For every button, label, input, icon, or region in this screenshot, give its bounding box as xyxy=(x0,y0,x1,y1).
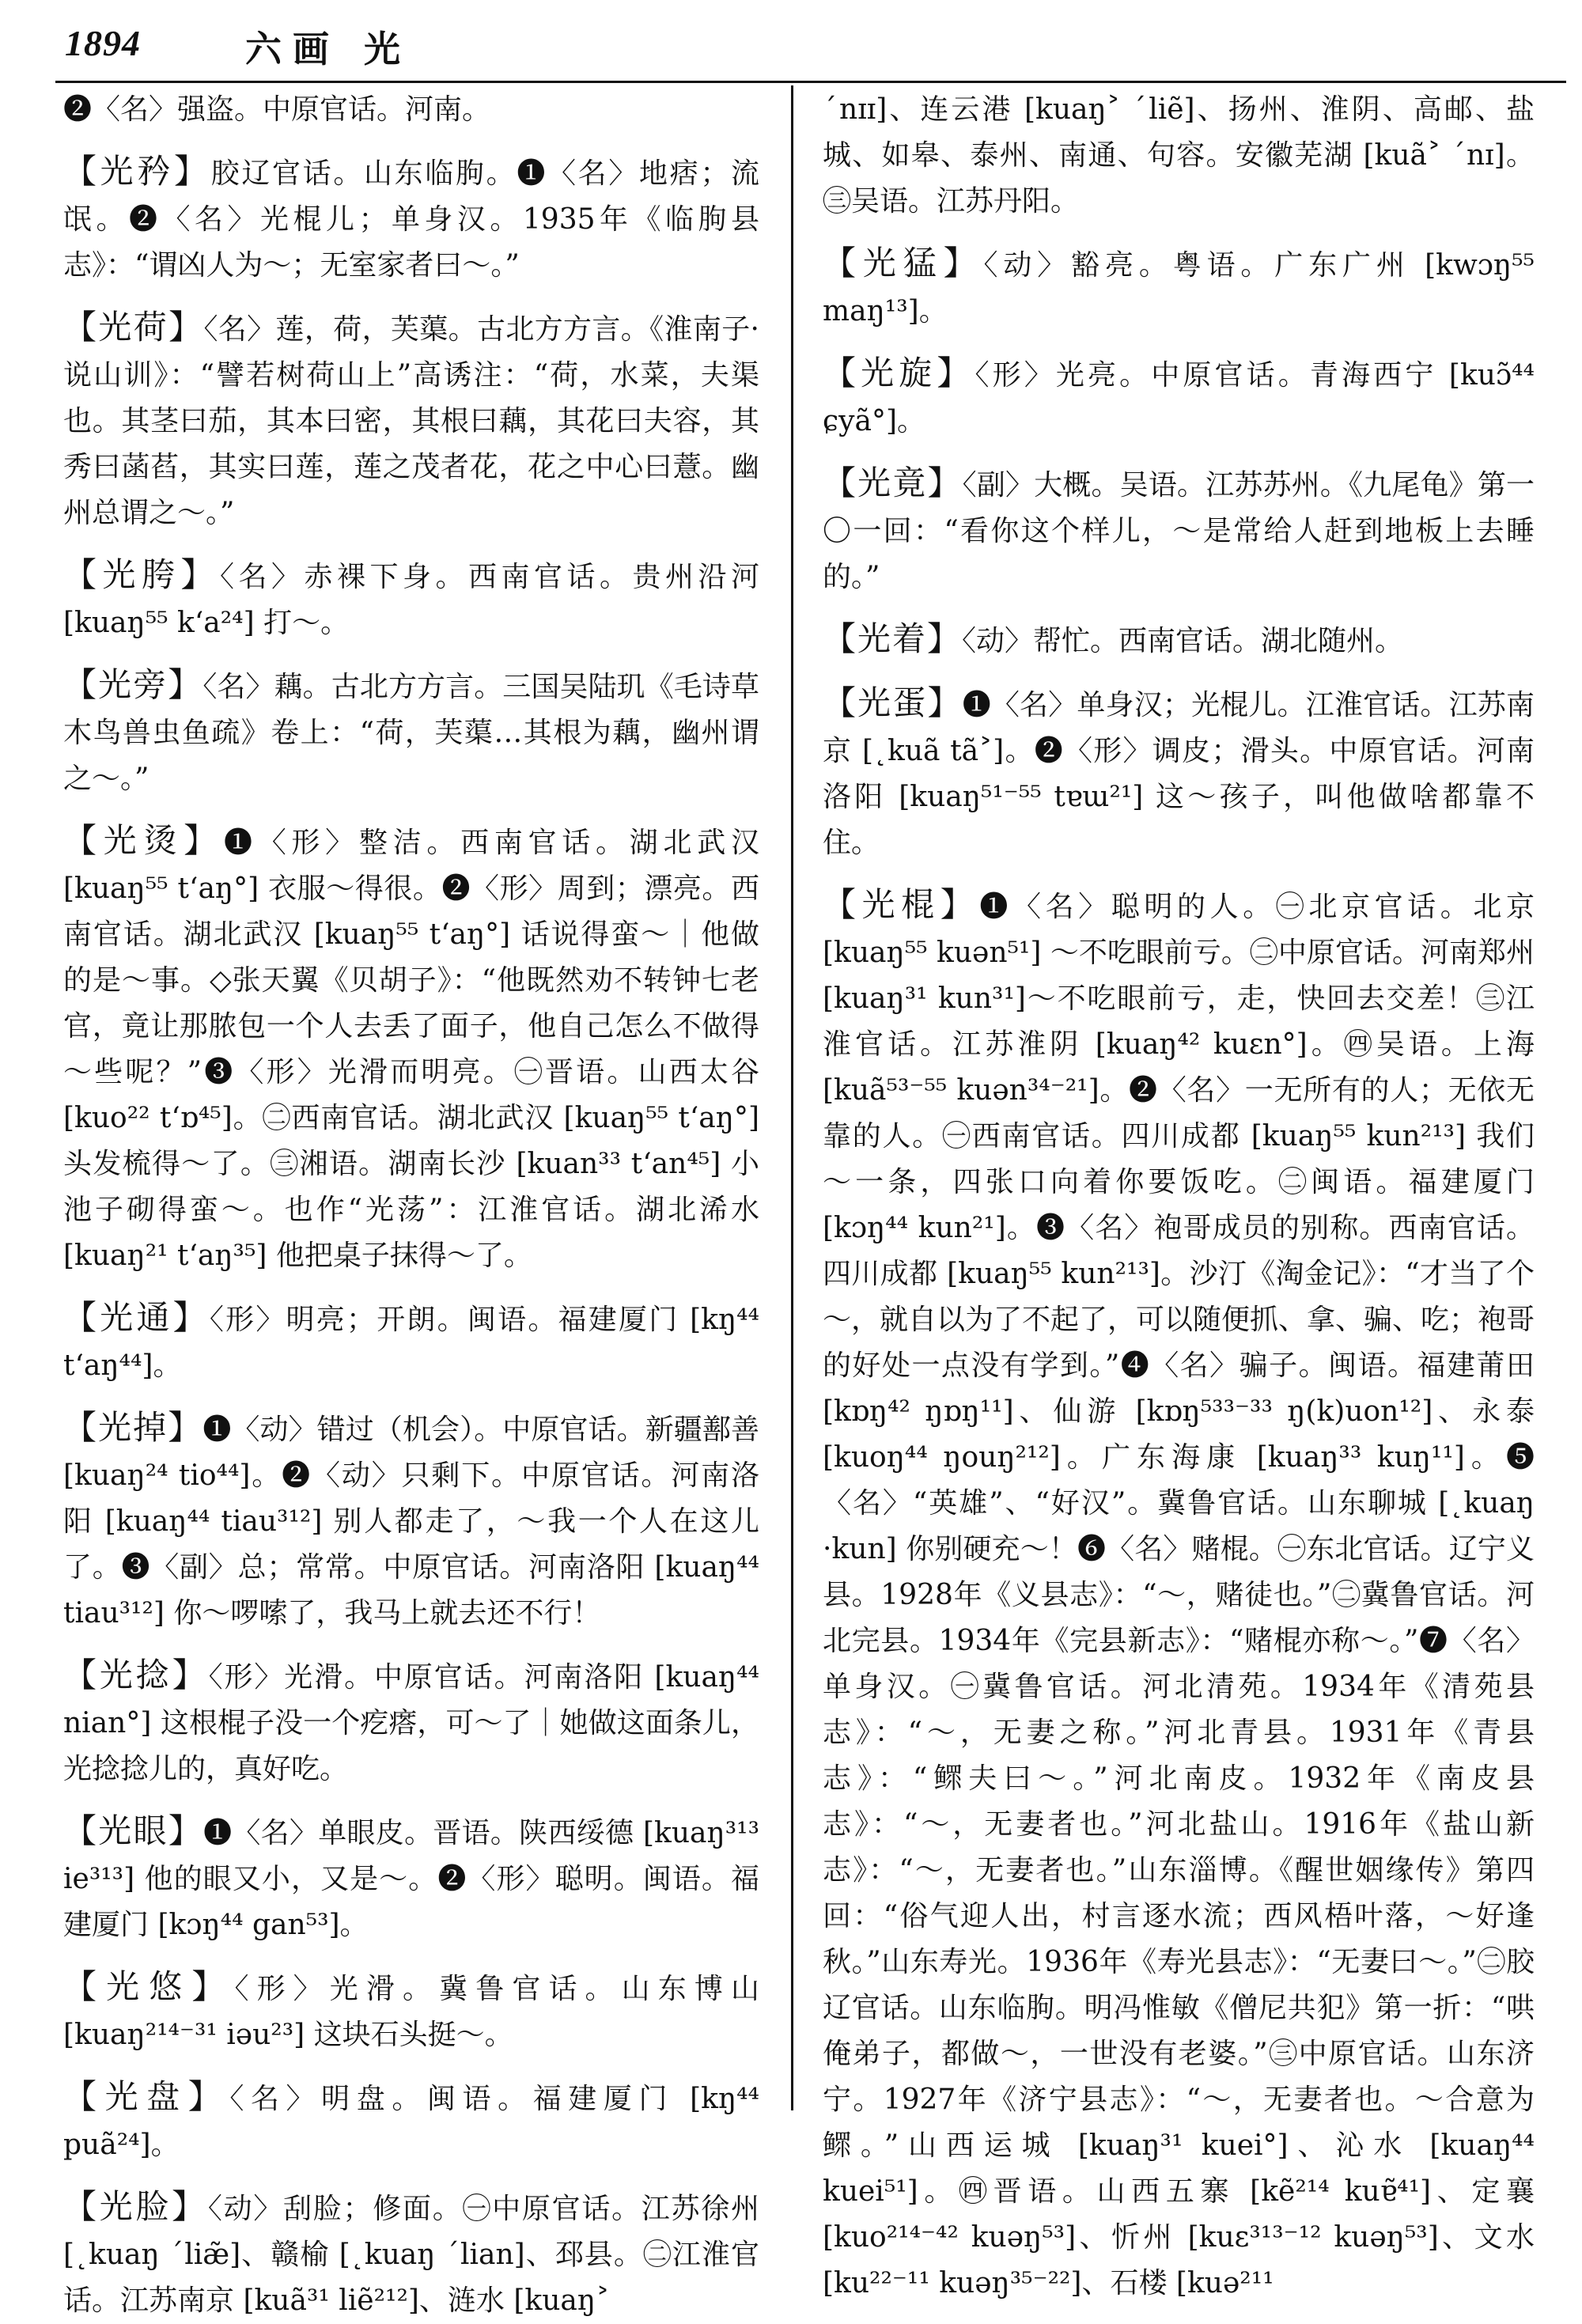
dictionary-entry xyxy=(823,350,1535,445)
continuation-text: ❷〈名〉强盗。中原官话。河南。 xyxy=(63,93,491,126)
dictionary-entry xyxy=(63,149,759,289)
entry-definition: ❶〈名〉聪明的人。㊀北京官话。北京 [kuaŋ⁵⁵ kuən⁵¹] ～不吃眼前亏。㊁中原官话。河南郑州 [kuaŋ³¹ kun³¹]～不吃眼前亏，走，快回去交差！㊂江淮官话。江苏淮阴 [kuaŋ⁴² kuɛn°]。㊃吴语。上海 [kuã⁵³⁻⁵⁵ kuən³⁴⁻²¹]。❷〈名〉一无所有的人；无依无靠的人。㊀西南官话。四川成都 [kuaŋ⁵⁵ kun²¹³] 我们～一条，四张口向着你要饭吃。㊁闽语。福建厦门 [kɔŋ⁴⁴ kun²¹]。❸〈名〉袍哥成员的别称。西南官话。四川成都 [kuaŋ⁵⁵ kun²¹³]。沙汀《淘金记》：“才当了个～，就自以为了不起了，可以随便抓、拿、骗、吃；袍哥的好处一点没有学到。”❹〈名〉骗子。闽语。福建莆田 [kɒŋ⁴² ŋɒŋ¹¹]、仙游 [kɒŋ⁵³³⁻³³ ŋ(k)uon¹²]、永泰 [kuoŋ⁴⁴ ŋouŋ²¹²]。广东海康 [kuaŋ³³ kuŋ¹¹]。❺〈名〉“英雄”、“好汉”。冀鲁官话。山东聊城 [˛kuaŋ ·kun] 你别硬充～！❻〈名〉赌棍。㊀东北官话。辽宁义县。1928年《义县志》：“～，赌徒也。”㊁冀鲁官话。河北完县。1934年《完县新志》：“赌棍亦称～。”❼〈名〉单身汉。㊀冀鲁官话。河北清苑。1934年《清苑县志》：“～，无妻之称。”河北青县。1931年《青县志》：“鳏夫曰～。”河北南皮。1932年《南皮县志》：“～，无妻者也。”河北盐山。1916年《盐山新志》：“～，无妻者也。”山东淄博。《醒世姻缘传》第四回：“俗气迎人出，村言逐水流；西风梧叶落，～好逢秋。”山东寿光。1936年《寿光县志》：“无妻曰～。”㊁胶辽官话。山东临朐。明冯惟敏《僧尼共犯》第一折：“哄俺弟子，都做～，一世没有老婆。”㊂中原官话。山东济宁。1927年《济宁县志》：“～，无妻者也。～合意为鳏。”山西运城 [kuaŋ³¹ kuei°]、沁水 [kuaŋ⁴⁴ kuei⁵¹]。㊃晋语。山西五寨 [kẽ²¹⁴ kuɐ̃⁴¹]、定襄 [kuo²¹⁴⁻⁴² kuəŋ⁵³]、忻州 [kuɛ³¹³⁻¹² kuəŋ⁵³]、文水 [ku²²⁻¹¹ kuəŋ³⁵⁻²²]、石楼 [kuə²¹¹ xyxy=(823,891,1535,2299)
dictionary-entry xyxy=(63,818,759,1279)
dictionary-entry xyxy=(63,1808,759,1948)
entry-definition: 〈形〉明亮；开朗。闽语。福建厦门 [kŋ⁴⁴ t‘aŋ⁴⁴]。 xyxy=(63,1304,759,1382)
entry-headword: 【光脸】 xyxy=(63,2187,208,2226)
entry-headword: 【光胯】 xyxy=(63,555,220,594)
dictionary-entry xyxy=(63,1295,759,1389)
entry-definition: 〈动〉帮忙。西南官话。湖北随州。 xyxy=(962,625,1404,657)
dictionary-entry xyxy=(823,882,1535,2307)
entry-headword: 【光蛋】 xyxy=(823,683,963,722)
dictionary-entry xyxy=(63,1652,759,1792)
entry-headword: 【光棍】 xyxy=(823,885,980,924)
entry-headword: 【光眼】 xyxy=(63,1811,204,1850)
entry-headword: 【光捻】 xyxy=(63,1656,209,1694)
dictionary-entry xyxy=(823,460,1535,600)
dictionary-entry xyxy=(823,616,1535,664)
entry-headword: 【光矜】 xyxy=(63,152,211,191)
entry-definition: 〈副〉大概。吴语。江苏苏州。《九尾龟》第一〇一回：“看你这个样儿，～是常给人赶到地板上去睡的。” xyxy=(823,469,1535,593)
entry-headword: 【光着】 xyxy=(823,619,963,658)
entry-headword: 【光猛】 xyxy=(823,244,984,282)
entry-definition: 〈名〉明盘。闽语。福建厦门 [kŋ⁴⁴ puã²⁴]。 xyxy=(63,2083,759,2161)
left-column xyxy=(63,87,759,2317)
entry-headword: 【光烫】 xyxy=(63,821,224,860)
dictionary-entry xyxy=(823,680,1535,866)
entry-definition: ❶〈形〉整洁。西南官话。湖北武汉 [kuaŋ⁵⁵ t‘aŋ°] 衣服～得很。❷〈形〉周到；漂亮。西南官话。湖北武汉 [kuaŋ⁵⁵ t‘aŋ°] 话说得蛮～｜他做的是～事。◇张天翼《贝胡子》：“他既然劝不转钟七老官，竟让那脓包一个人去丢了面子，他自己怎么不做得～些呢？”❸〈形〉光滑而明亮。㊀晋语。山西太谷 [kuo²² t‘ɒ⁴⁵]。㊁西南官话。湖北武汉 [kuaŋ⁵⁵ t‘aŋ°] 头发梳得～了。㊂湘语。湖南长沙 [kuan³³ t‘an⁴⁵] 小池子砌得蛮～。也作“光荡”：江淮官话。湖北浠水 [kuaŋ²¹ t‘aŋ³⁵] 他把桌子抹得～了。 xyxy=(63,827,759,1272)
page-header xyxy=(55,9,1566,83)
dictionary-entry xyxy=(63,1964,759,2058)
dictionary-entry xyxy=(63,2184,759,2324)
entry-headword: 【光通】 xyxy=(63,1298,210,1337)
entry-headword: 【光荷】 xyxy=(63,308,204,346)
entry-definition: 〈形〉光滑。冀鲁官话。山东博山 [kuaŋ²¹⁴⁻³¹ iəu²³] 这块石头挺～。 xyxy=(63,1973,759,2051)
entry-headword: 【光盘】 xyxy=(63,2077,230,2116)
dictionary-entry xyxy=(63,662,759,802)
entry-definition: 〈名〉赤裸下身。西南官话。贵州沿河 [kuaŋ⁵⁵ k‘a²⁴] 打～。 xyxy=(63,561,759,639)
page-title: 六画 光 xyxy=(245,28,412,70)
entry-definition: 〈形〉光亮。中原官话。青海西宁 [kuɔ̃⁴⁴ ɕyã°]。 xyxy=(823,359,1535,437)
entry-definition: 〈动〉豁亮。粤语。广东广州 [kwɔŋ⁵⁵ maŋ¹³]。 xyxy=(823,249,1535,327)
entry-definition: 胶辽官话。山东临朐。❶〈名〉地痞；流氓。❷〈名〉光棍儿；单身汉。1935年《临朐县志》：“谓凶人为～；无室家者曰～。” xyxy=(63,157,759,282)
right-column xyxy=(823,87,1535,2299)
entry-definition: 〈名〉藕。古北方方言。三国吴陆玑《毛诗草木鸟兽虫鱼疏》卷上：“荷，芙蕖…其根为藕，幽州谓之～。” xyxy=(63,671,759,795)
dictionary-entry xyxy=(63,305,759,536)
dictionary-entry xyxy=(63,2074,759,2168)
entry-definition: 〈名〉莲，荷，芙蕖。古北方方言。《淮南子·说山训》：“譬若树荷山上”高诱注：“荷，水菜，夫渠也。其茎曰茄，其本曰密，其根曰藕，其花曰夫容，其秀曰菡萏，其实曰莲，莲之茂者花，花之中心曰薏。幽州总谓之～。” xyxy=(63,313,759,529)
entry-definition: 〈动〉刮脸；修面。㊀中原官话。江苏徐州 [˛kuaŋ ˊliæ̃]、赣榆 [˛kuaŋ ˊlian]、邳县。㊁江淮官话。江苏南京 [kuã³¹ liẽ²¹²]、涟水 [kuaŋ˃ xyxy=(63,2193,759,2317)
entry-headword: 【光旁】 xyxy=(63,665,203,704)
column-divider xyxy=(791,85,793,2110)
entry-definition: ❶〈名〉单眼皮。晋语。陕西绥德 [kuaŋ³¹³ ie³¹³] 他的眼又小，又是～。❷〈形〉聪明。闽语。福建厦门 [kɔŋ⁴⁴ gan⁵³]。 xyxy=(63,1817,759,1941)
dictionary-entry xyxy=(63,552,759,646)
entry-headword: 【光悠】 xyxy=(63,1967,235,2006)
entry-headword: 【光竟】 xyxy=(823,464,963,502)
page-number: 1894 xyxy=(65,23,141,63)
entry-headword: 【光掉】 xyxy=(63,1408,203,1447)
entry-definition: ❶〈名〉单身汉；光棍儿。江淮官话。江苏南京 [˛kuã tã˃]。❷〈形〉调皮；滑头。中原官话。河南洛阳 [kuaŋ⁵¹⁻⁵⁵ tɐɯ²¹] 这～孩子，叫他做啥都靠不住。 xyxy=(823,689,1535,859)
dictionary-entry xyxy=(63,1405,759,1637)
entry-definition: ❶〈动〉错过（机会）。中原官话。新疆鄯善 [kuaŋ²⁴ tio⁴⁴]。❷〈动〉只剩下。中原官话。河南洛阳 [kuaŋ⁴⁴ tiau³¹²] 别人都走了，～我一个人在这儿了。❸〈副〉总；常常。中原官话。河南洛阳 [kuaŋ⁴⁴ tiau³¹²] 你～啰嗦了，我马上就去还不行！ xyxy=(63,1414,759,1629)
dictionary-entry xyxy=(823,240,1535,335)
entry-definition: 〈形〉光滑。中原官话。河南洛阳 [kuaŋ⁴⁴ nian°] 这根棍子没一个疙瘩，可～了｜她做这面条儿，光捻捻儿的，真好吃。 xyxy=(63,1661,759,1785)
entry-headword: 【光旋】 xyxy=(823,354,975,392)
continuation-text: ˊnɪɪ]、连云港 [kuaŋ˃ ˊliẽ]、扬州、淮阴、高邮、盐城、如皋、泰州、南通、句容。安徽芜湖 [kuã˃ ˊnɪ]。㊂吴语。江苏丹阳。 xyxy=(823,93,1535,218)
